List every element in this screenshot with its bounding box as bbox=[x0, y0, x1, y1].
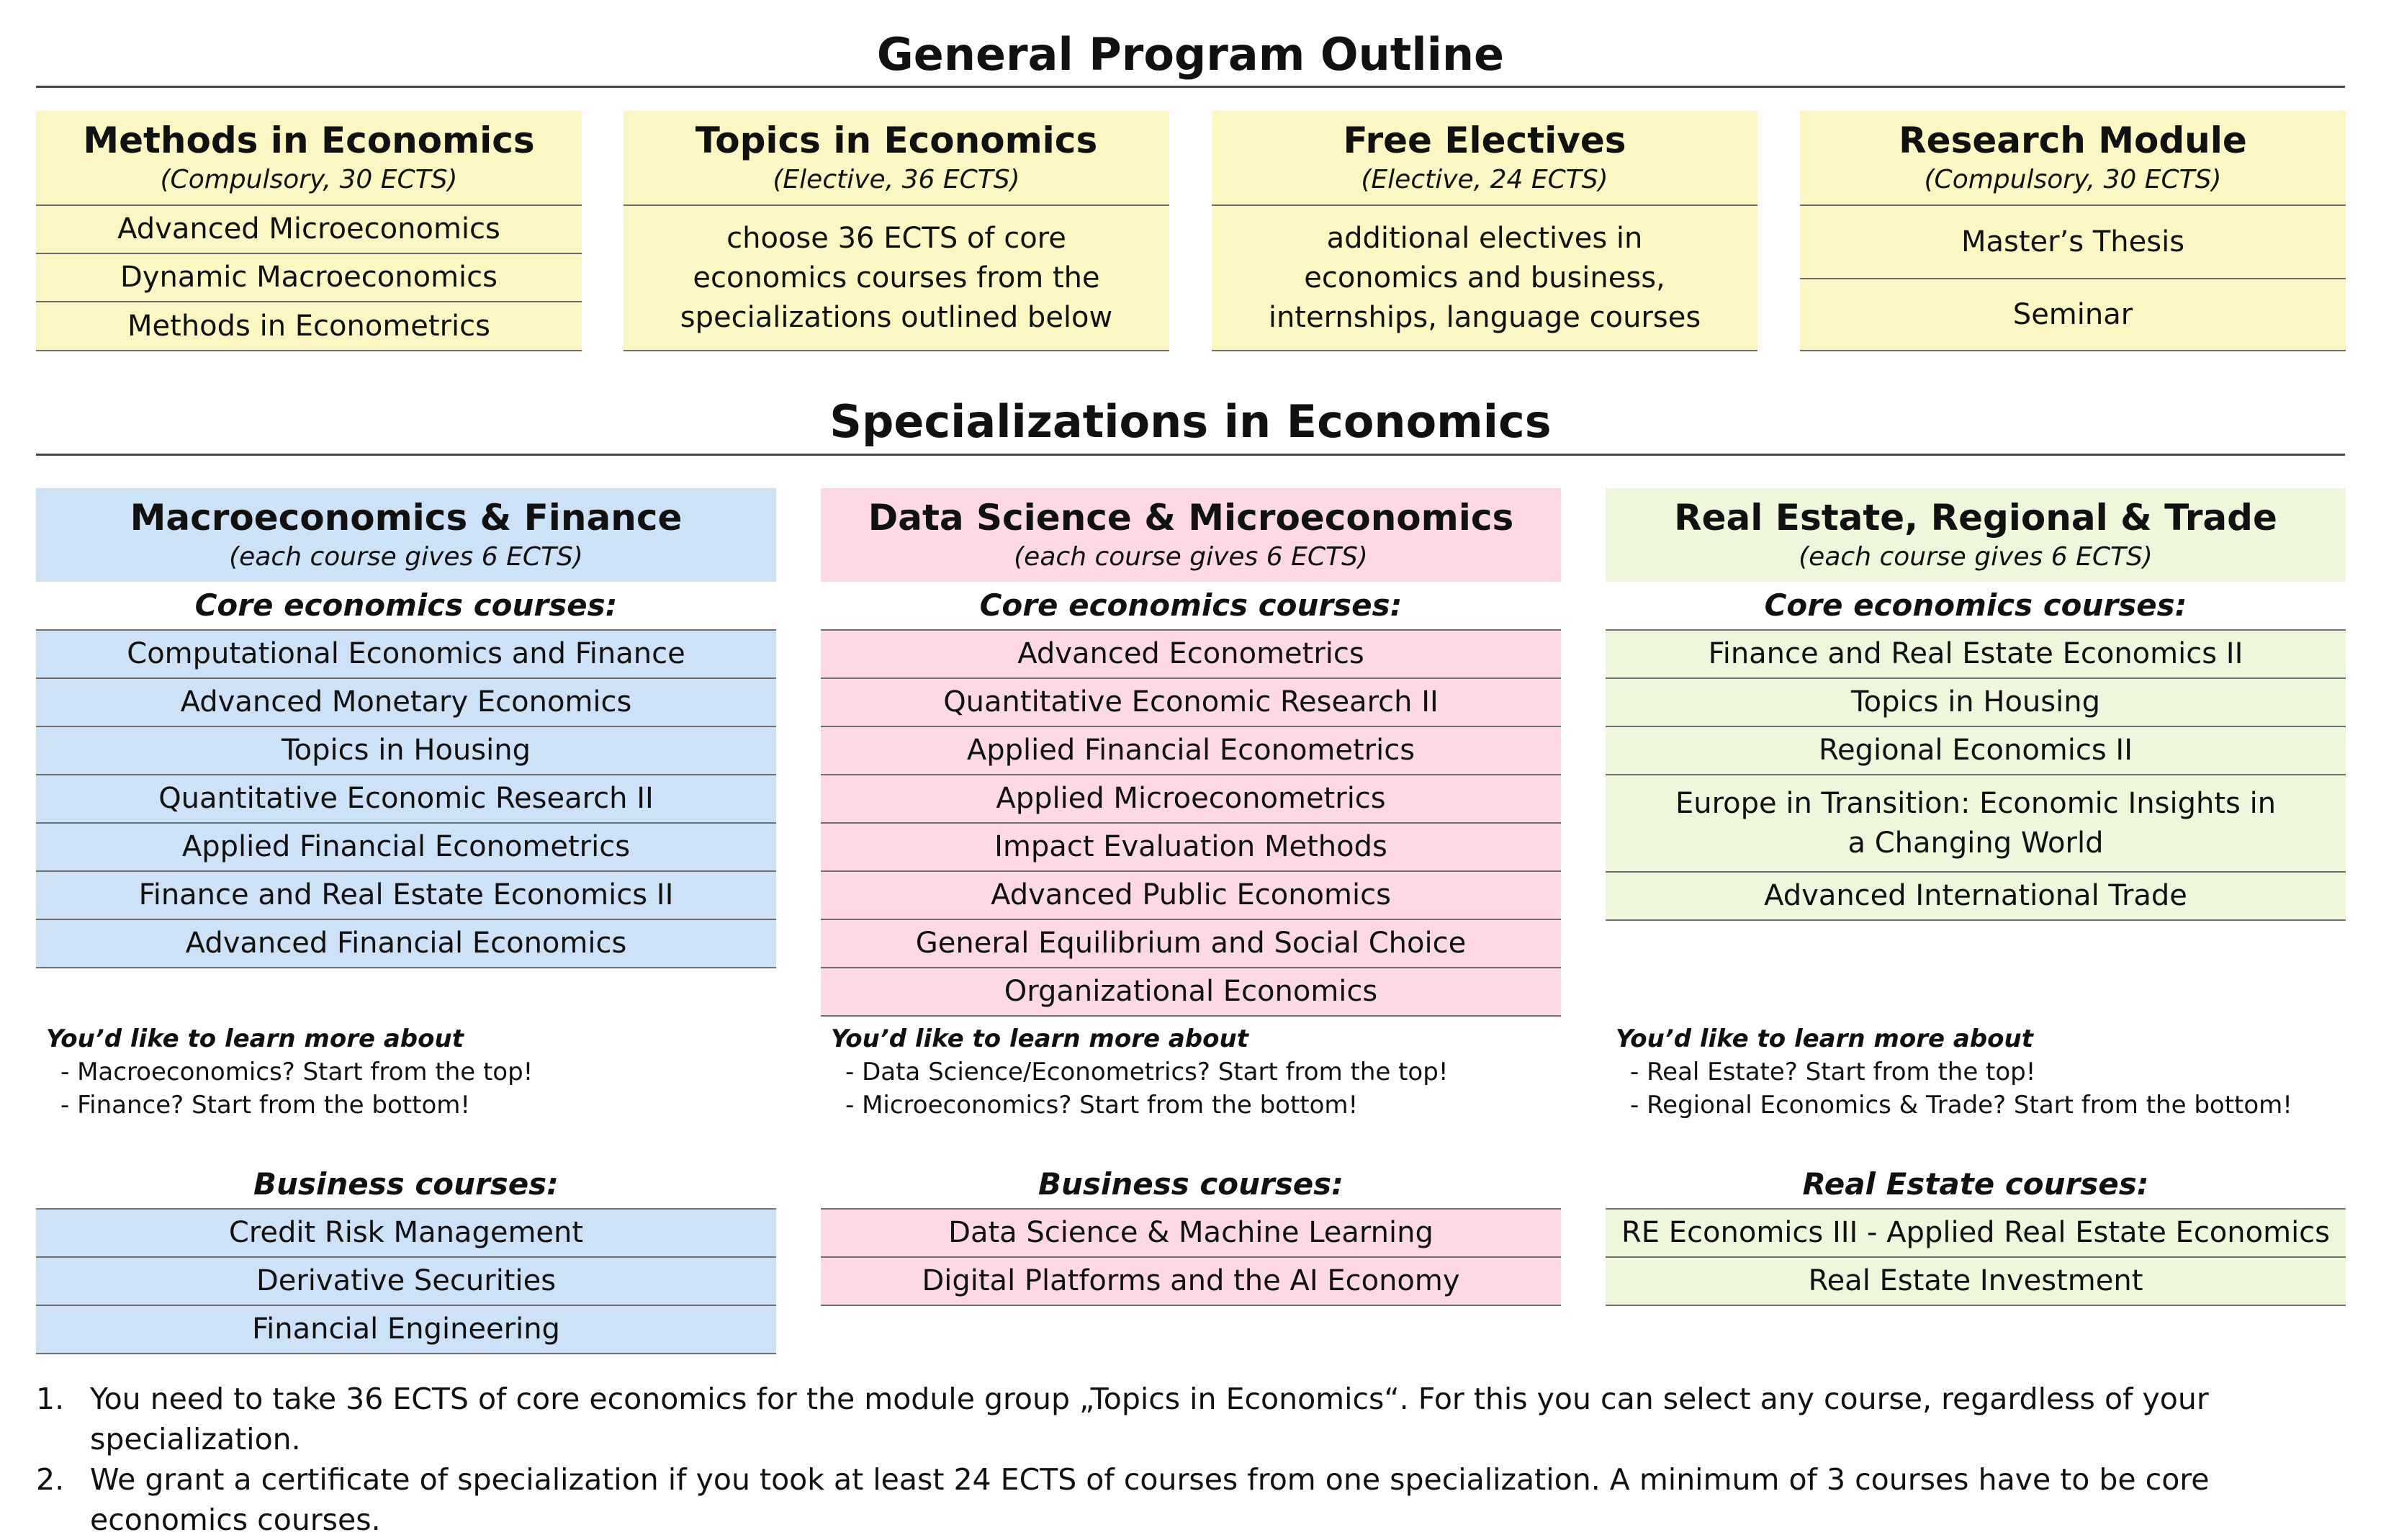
specialization-real-estate-trade bbox=[1606, 488, 2346, 921]
footnote bbox=[36, 1459, 2354, 1540]
core-course-row: Topics in Housing bbox=[1606, 677, 2346, 726]
specialization-title: Real Estate, Regional & Trade bbox=[1674, 497, 2277, 539]
business-course-row: Digital Platforms and the AI Economy bbox=[821, 1256, 1561, 1306]
box-title: Methods in Economics bbox=[83, 120, 535, 161]
core-course-row: Quantitative Economic Research II bbox=[821, 677, 1561, 726]
specialization-macro-finance bbox=[36, 488, 776, 968]
box-title: Research Module bbox=[1899, 120, 2247, 161]
course-row: Master’s Thesis bbox=[1800, 204, 2346, 278]
note-line: - Regional Economics & Trade? Start from the bottom! bbox=[1630, 1091, 2292, 1120]
note-line: - Data Science/Econometrics? Start from the top! bbox=[845, 1058, 1449, 1086]
real-estate-course-row: RE Economics III - Applied Real Estate Economics bbox=[1606, 1208, 2346, 1256]
business-courses-macro-finance bbox=[36, 1161, 776, 1354]
core-course-row: Computational Economics and Finance bbox=[36, 629, 776, 677]
learn-more-note bbox=[1606, 1022, 2356, 1122]
core-course-row: Impact Evaluation Methods bbox=[821, 822, 1561, 870]
business-courses-label: Business courses: bbox=[253, 1166, 559, 1202]
business-courses-label: Business courses: bbox=[1038, 1166, 1343, 1202]
core-course-row: Finance and Real Estate Economics II bbox=[36, 870, 776, 919]
note-line: - Macroeconomics? Start from the top! bbox=[60, 1058, 534, 1086]
real-estate-courses bbox=[1606, 1161, 2346, 1306]
core-course-row: Topics in Housing bbox=[36, 726, 776, 774]
note-line: - Finance? Start from the bottom! bbox=[60, 1091, 471, 1120]
core-course-row: Regional Economics II bbox=[1606, 726, 2346, 774]
core-course-row: Advanced Public Economics bbox=[821, 870, 1561, 919]
footnote-text: We grant a certificate of specialization if you took at least 24 ECTS of courses from one specialization. A minimum of 3 courses have to be core economics courses. bbox=[90, 1462, 2210, 1537]
note-line: - Real Estate? Start from the top! bbox=[1630, 1058, 2036, 1086]
core-courses-label: Core economics courses: bbox=[1764, 587, 2187, 623]
learn-more-note bbox=[821, 1022, 1571, 1122]
real-estate-course-row: Real Estate Investment bbox=[1606, 1256, 2346, 1306]
core-course-row: Advanced Monetary Economics bbox=[36, 677, 776, 726]
footnote-number: 1. bbox=[36, 1382, 65, 1416]
box-subtitle: (Compulsory, 30 ECTS) bbox=[160, 165, 458, 194]
course-row: Methods in Econometrics bbox=[36, 301, 582, 351]
core-course-row: Finance and Real Estate Economics II bbox=[1606, 629, 2346, 677]
box-description: additional electives in economics and business, internships, language courses bbox=[1212, 204, 1757, 351]
course-row: Dynamic Macroeconomics bbox=[36, 253, 582, 301]
core-course-row: Applied Financial Econometrics bbox=[36, 822, 776, 870]
core-courses-label: Core economics courses: bbox=[979, 587, 1403, 623]
specialization-header bbox=[36, 488, 776, 582]
box-title: Topics in Economics bbox=[695, 120, 1098, 161]
core-course-row: General Equilibrium and Social Choice bbox=[821, 919, 1561, 967]
specialization-subtitle: (each course gives 6 ECTS) bbox=[1014, 542, 1368, 572]
note-lead: You’d like to learn more about bbox=[1616, 1025, 2033, 1053]
core-course-row: Advanced Financial Economics bbox=[36, 919, 776, 968]
core-course-row: Europe in Transition: Economic Insights in a Changing World bbox=[1606, 774, 2346, 871]
specialization-header bbox=[821, 488, 1561, 582]
business-course-row: Financial Engineering bbox=[36, 1305, 776, 1354]
box-header bbox=[1212, 111, 1757, 204]
outline-title: General Program Outline bbox=[876, 28, 1505, 81]
outline-divider bbox=[36, 86, 2345, 88]
footnotes bbox=[36, 1379, 2354, 1540]
box-subtitle: (Compulsory, 30 ECTS) bbox=[1924, 165, 2222, 194]
core-course-row: Applied Microeconometrics bbox=[821, 774, 1561, 822]
core-course-row: Advanced Econometrics bbox=[821, 629, 1561, 677]
business-course-row: Credit Risk Management bbox=[36, 1208, 776, 1256]
core-courses-label: Core economics courses: bbox=[194, 587, 618, 623]
note-lead: You’d like to learn more about bbox=[46, 1025, 464, 1053]
box-description: choose 36 ECTS of core economics courses from the specializations outlined below bbox=[624, 204, 1169, 351]
core-course-row: Quantitative Economic Research II bbox=[36, 774, 776, 822]
core-course-row: Advanced International Trade bbox=[1606, 871, 2346, 921]
course-row: Advanced Microeconomics bbox=[36, 204, 582, 253]
box-header bbox=[1800, 111, 2346, 204]
specializations-divider bbox=[36, 454, 2345, 456]
real-estate-courses-label: Real Estate courses: bbox=[1802, 1166, 2149, 1202]
outline-box-research bbox=[1800, 111, 2346, 351]
box-subtitle: (Elective, 36 ECTS) bbox=[773, 165, 1020, 194]
specialization-subtitle: (each course gives 6 ECTS) bbox=[1799, 542, 2153, 572]
learn-more-note bbox=[36, 1022, 786, 1122]
footnote-number: 2. bbox=[36, 1462, 65, 1497]
core-course-row: Applied Financial Econometrics bbox=[821, 726, 1561, 774]
box-title: Free Electives bbox=[1343, 120, 1626, 161]
specializations-title: Specializations in Economics bbox=[829, 395, 1552, 448]
specialization-title: Macroeconomics & Finance bbox=[130, 497, 683, 539]
outline-box-free-electives bbox=[1212, 111, 1757, 351]
outline-box-topics bbox=[624, 111, 1169, 351]
footnote bbox=[36, 1379, 2354, 1459]
box-header bbox=[36, 111, 582, 204]
box-subtitle: (Elective, 24 ECTS) bbox=[1361, 165, 1608, 194]
specialization-subtitle: (each course gives 6 ECTS) bbox=[229, 542, 583, 572]
note-lead: You’d like to learn more about bbox=[831, 1025, 1248, 1053]
course-row: Seminar bbox=[1800, 278, 2346, 351]
business-course-row: Data Science & Machine Learning bbox=[821, 1208, 1561, 1256]
note-line: - Microeconomics? Start from the bottom! bbox=[845, 1091, 1359, 1120]
business-course-row: Derivative Securities bbox=[36, 1256, 776, 1305]
box-header bbox=[624, 111, 1169, 204]
core-course-row: Organizational Economics bbox=[821, 967, 1561, 1017]
outline-box-methods bbox=[36, 111, 582, 351]
specialization-title: Data Science & Microeconomics bbox=[868, 497, 1514, 539]
specialization-header bbox=[1606, 488, 2346, 582]
business-courses-data-science bbox=[821, 1161, 1561, 1306]
specialization-data-science-micro bbox=[821, 488, 1561, 1017]
footnote-text: You need to take 36 ECTS of core economics for the module group „Topics in Economics“. For this you can select any course, regardless of your specialization. bbox=[90, 1382, 2209, 1456]
